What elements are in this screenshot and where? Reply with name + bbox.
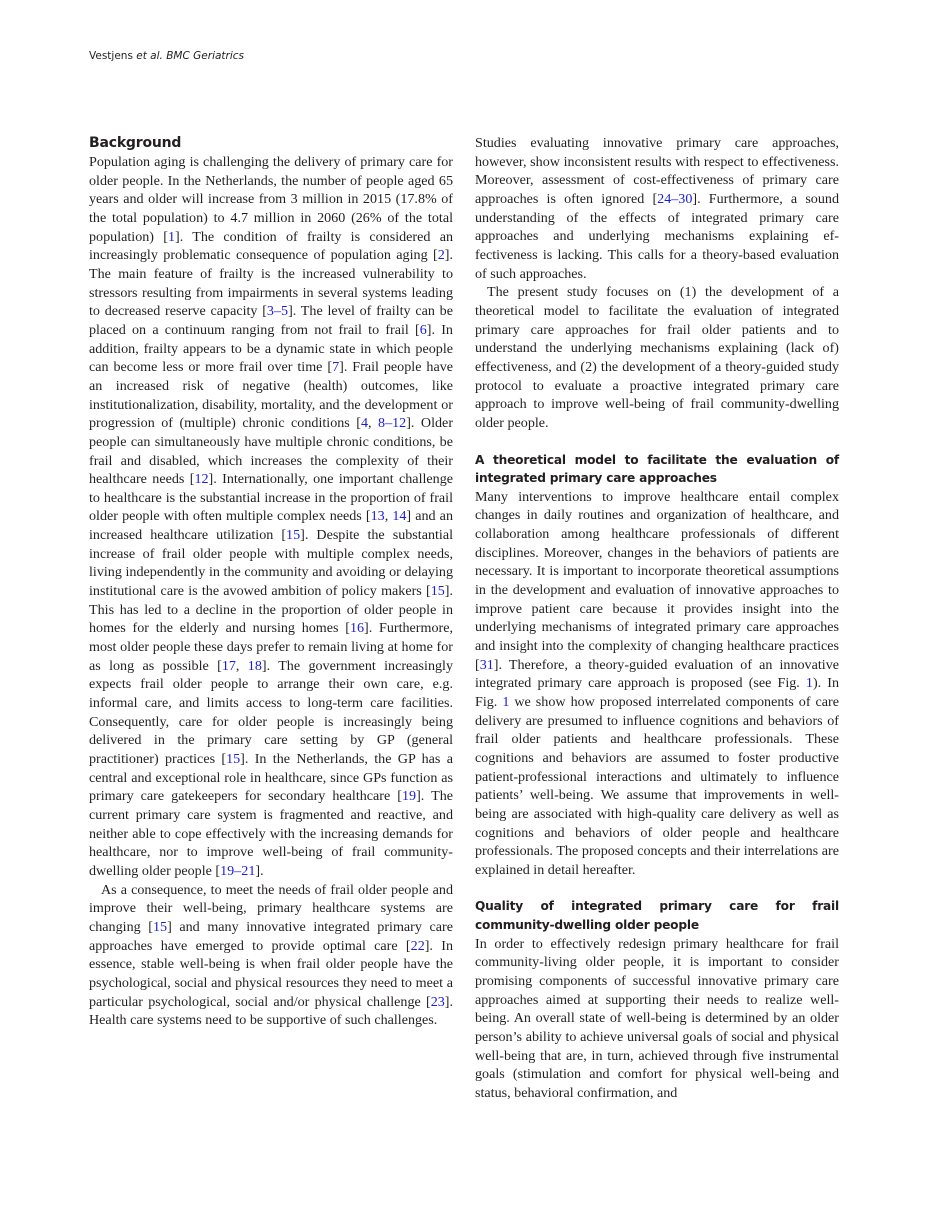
spacer xyxy=(475,879,839,897)
paragraph-text: In order to effectively redesign primary healthcare for frail community-living older people, it is important to consider promising components of successful innovative primary care approaches aimed at supporting their needs to realize well-being. An overall state of well-being is determined by an older person’s ability to achieve universal goals of social and physical well-being that are, in turn, achieved through five instrumental goals (stimulation and comfort for physical well-being and status, behavioral confirmation, and xyxy=(475,935,839,1101)
paragraph xyxy=(89,153,453,881)
paragraph xyxy=(475,935,839,1103)
paragraph-text: ]. Internationally, one important challenge to healthcare is the substantial increase in the proportion of frail older people with often multiple complex needs [ xyxy=(89,471,454,525)
paragraph-text: ]. In essence, stable well-being is when frail older people have the psychological, social and physical resources they need to meet a particular psychological, social and/or physical challenge [ xyxy=(89,937,453,1010)
running-head xyxy=(89,50,244,62)
paragraph-text: , xyxy=(384,508,393,525)
paragraph-text: Many interventions to improve healthcare entail complex changes in daily routines and organization of healthcare, and collaboration among healthcare professionals of different disciplines. Moreover, changes in the behaviors of patients are necessary. It is important to incorporate theoretical assumptions in the development and evaluation of innovative approaches to improve patient care because it provides insight into the underlying mechanisms of integrated primary care approaches and insight into the complexity of changing healthcare practices [ xyxy=(475,488,839,673)
citation-link[interactable]: 23 xyxy=(430,993,445,1010)
paragraph-text: , xyxy=(235,657,248,674)
paragraph-text: ] and many innovative integrated primary care approaches have emerged to provide optimal care [ xyxy=(89,918,453,954)
citation-link[interactable]: 12 xyxy=(194,471,209,488)
paragraph-text: ]. xyxy=(255,862,264,879)
running-head-etal: et al. xyxy=(136,50,163,62)
paragraph-text: , xyxy=(368,415,379,432)
left-column xyxy=(89,134,453,1030)
paragraph-text: ]. Therefore, a theory-guided evaluation of an innovative integrated primary care approach is proposed (see Fig. xyxy=(475,656,839,692)
citation-link[interactable]: 18 xyxy=(247,657,262,674)
paragraph xyxy=(475,283,839,432)
citation-link[interactable]: 1 xyxy=(805,675,813,692)
paragraph-text: ]. Furthermore, a sound understanding of the effects of integrated primary care approaches and underlying mechanisms explaining effectiveness is lacking. This calls for a theory-based evaluation of such approaches. xyxy=(475,190,839,282)
citation-link[interactable]: 13 xyxy=(370,508,385,525)
citation-link[interactable]: 22 xyxy=(410,937,425,954)
paragraph-text: Studies evaluating innovative primary care approaches, however, show inconsistent results with respect to effectiveness. Moreover, assessment of cost-effectiveness of primary care approaches is often ignored [ xyxy=(475,135,839,207)
citation-link[interactable]: 15 xyxy=(430,583,445,600)
paragraph-text: As a consequence, to meet the needs of frail older people and improve their well-being, primary healthcare systems are changing [ xyxy=(89,881,453,935)
subsection-title-quality-of-care: Quality of integrated primary care for frail community-dwelling older people xyxy=(475,899,839,933)
citation-link[interactable]: 15 xyxy=(152,918,168,935)
paragraph-text: we show how proposed interrelated components of care delivery are presumed to influence cognitions and behaviors of frail older patients and healthcare professionals. These cognitions and behaviors are assumed to foster productive patient-professional interactions and ultimately to influence patients’ well-being. We assume that improvements in well-being are associated with high-quality care delivery as well as cognitions and behaviors of older people and healthcare professionals. The proposed concepts and their interrelations are explained in detail hereafter. xyxy=(475,693,839,878)
citation-link[interactable]: 31 xyxy=(479,656,494,673)
paragraph-text: Population aging is challenging the delivery of primary care for older people. In the Netherlands, the number of people aged 65 years and older will increase from 3 million in 2015 (17.8% of the total population) to 4.7 million in 2060 (26% of the total population) [ xyxy=(89,154,453,245)
paragraph-text: ] and an increased healthcare utilization [ xyxy=(89,508,453,544)
spacer xyxy=(475,433,839,451)
paragraph xyxy=(475,488,839,880)
section-title-background: Background xyxy=(89,135,182,151)
paragraph-text: ]. The level of frailty can be placed on a continuum ranging from not frail to frail [ xyxy=(89,303,453,338)
paragraph-text: ]. The government increasingly expects frail older people to arrange their own care, e.g. informal care, and limits access to long-term care facilities. Consequently, care for older people is increasingly being delivered in the primary care setting by GP (general practitioner) practices [ xyxy=(89,657,454,767)
citation-link[interactable]: 14 xyxy=(392,508,407,525)
citation-link[interactable]: 17 xyxy=(221,657,236,674)
paragraph-text: ]. Older people can simultaneously have multiple chronic conditions, be frail and disabled, which increases the complexity of their healthcare needs [ xyxy=(89,415,454,488)
citation-link[interactable]: 2 xyxy=(437,247,445,264)
citation-link[interactable]: 19–21 xyxy=(220,862,256,879)
citation-link[interactable]: 1 xyxy=(167,228,175,245)
citation-link[interactable]: 19 xyxy=(401,788,417,805)
running-head-journal: BMC Geriatrics xyxy=(166,50,245,62)
paragraph-text: ]. The main feature of frailty is the increased vulnerability to stressors resulting from impairments in several systems leading to decreased reserve capacity [ xyxy=(89,247,453,320)
paragraph-text: The present study focuses on (1) the development of a theoretical model to facilitate the evaluation of integrated primary care approaches for frail older patients and to understand the underlying mechanisms explaining (lack of) effectiveness, and (2) the development of a theory-guided study protocol to evaluate a proactive integrated primary care approach to improve well-being of frail community-dwelling older people. xyxy=(475,284,839,431)
citation-link[interactable]: 1 xyxy=(502,693,510,710)
subsection-title-theoretical-model: A theoretical model to facilitate the evaluation of integrated primary care approaches xyxy=(475,452,839,486)
citation-link[interactable]: 8–12 xyxy=(378,415,407,432)
paragraph-text: ]. This has led to a decline in the proportion of older people in homes for the elderly and nursing homes [ xyxy=(89,583,453,637)
paragraph-text: ]. Health care systems need to be supportive of such challenges. xyxy=(89,993,453,1029)
citation-link[interactable]: 3–5 xyxy=(266,303,289,320)
citation-link[interactable]: 15 xyxy=(226,751,241,767)
paragraph-text: ]. Furthermore, most older people these days prefer to remain living at home for as long as possible [ xyxy=(89,620,453,674)
citation-link[interactable]: 6 xyxy=(419,321,427,338)
paragraph-text: ]. The current primary care system is fragmented and reactive, and neither able to cope effectively with the increasing demands for healthcare, nor to improve well-being of frail community-dwelling older people [ xyxy=(89,788,453,879)
paragraph-text: ]. In addition, frailty appears to be a dynamic state in which people can become less or more frail over time [ xyxy=(89,321,453,376)
citation-link[interactable]: 24–30 xyxy=(657,190,693,207)
paragraph xyxy=(89,881,453,1030)
citation-link[interactable]: 15 xyxy=(286,527,301,544)
right-column xyxy=(475,134,839,1103)
citation-link[interactable]: 16 xyxy=(349,620,365,637)
paragraph-text: ]. Frail people have an increased risk of negative (health) outcomes, like institutionalization, disability, mortality, and the development or progression of (multiple) chronic conditions [ xyxy=(89,359,454,432)
citation-link[interactable]: 4 xyxy=(360,415,369,432)
running-head-author: Vestjens xyxy=(89,50,133,62)
paragraph-text: ]. In the Netherlands, the GP has a central and exceptional role in healthcare, since GPs function as primary care gatekeepers for secondary healthcare [ xyxy=(89,751,453,805)
paragraph-text: ]. The condition of frailty is considered an increasingly problematic consequence of population aging [ xyxy=(89,228,453,264)
citation-link[interactable]: 7 xyxy=(332,359,340,376)
paragraph-text: ]. Despite the substantial increase of frail older people with multiple complex needs, living independently in the community and avoiding or delaying institutional care is the avowed ambition of policy makers [ xyxy=(89,527,454,600)
paragraph xyxy=(475,134,839,283)
paragraph-text: ). In Fig. xyxy=(475,675,840,710)
